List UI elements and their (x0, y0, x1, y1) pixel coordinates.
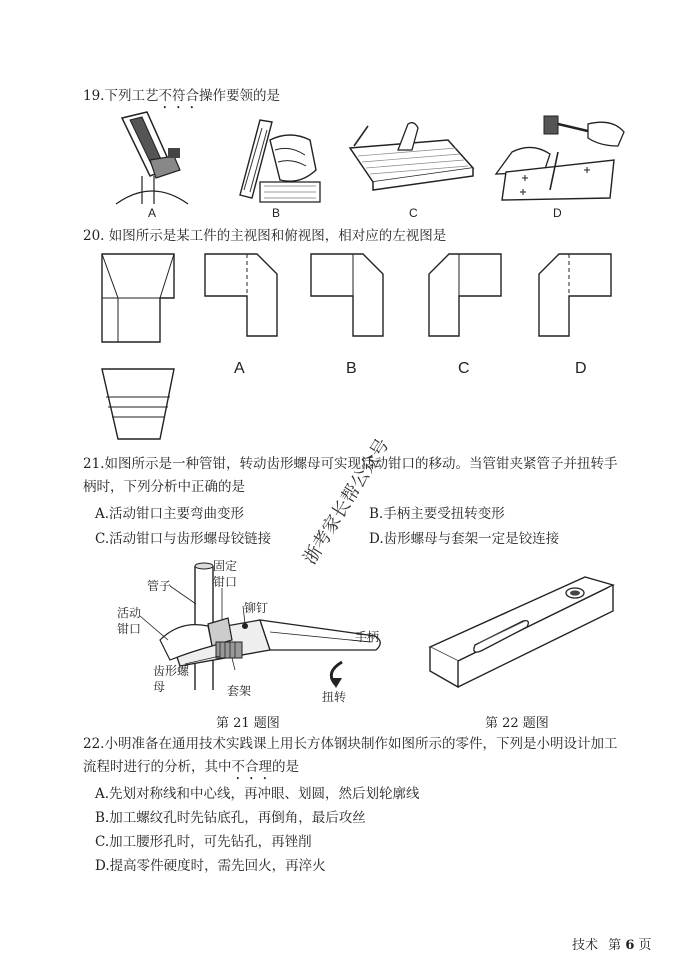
q21-caption: 第 21 题图 (216, 716, 280, 731)
label-toothed-nut-2: 母 (153, 680, 166, 694)
label-fixed-jaw-2: 钳口 (213, 575, 238, 589)
q20-top-view (100, 367, 176, 443)
q21-stem-line2: 柄时，下列分析中正确的是 (83, 479, 245, 495)
q20-option-c: C (458, 360, 470, 377)
q22-option-c: C.加工腰形孔时，可先钻孔，再锉削 (95, 834, 312, 850)
label-toothed-nut-1: 齿形螺 (153, 664, 190, 678)
q19-option-d: D (553, 206, 562, 220)
q21-stem-line1: 21.如图所示是一种管钳，转动齿形螺母可实现活动钳口的移动。当管钳夹紧管子并扭转手 (83, 456, 618, 472)
q21-option-a: A.活动钳口主要弯曲变形 (95, 506, 245, 522)
q20-option-c-view (427, 252, 503, 338)
q20-option-b-view (309, 252, 385, 338)
q22-option-b: B.加工螺纹孔时先钻底孔，再倒角，最后攻丝 (95, 810, 366, 826)
label-pipe: 管子 (147, 579, 172, 593)
q20-option-d: D (575, 360, 587, 377)
q22-part-figure (425, 565, 620, 700)
footer-page-pre: 第 (608, 938, 622, 953)
page-footer (572, 934, 652, 953)
label-rivet: 铆钉 (244, 601, 269, 615)
q22-text-pre: 流程时进行的分析，其中 (83, 759, 232, 775)
q22-stem-line1: 22.小明准备在通用技术实践课上用长方体钢块制作如图所示的零件，下列是小明设计加工 (83, 736, 618, 752)
footer-subject: 技术 (572, 938, 599, 953)
watermark: 浙考家长帮公众号 (299, 435, 394, 569)
footer-page-number: 6 (625, 938, 635, 953)
label-frame: 套架 (227, 684, 252, 698)
q21-option-d: D.齿形螺母与套架一定是铰连接 (369, 531, 560, 547)
q20-option-a: A (234, 360, 245, 377)
q22-stem-line2 (83, 757, 299, 783)
q20-option-a-view (203, 252, 279, 338)
label-twist: 扭转 (322, 690, 347, 704)
q19-text-emphasis: 不符合 (158, 88, 199, 104)
q22-option-d: D.提高零件硬度时，需先回火，再淬火 (95, 858, 326, 874)
label-movable-jaw-2: 钳口 (117, 622, 142, 636)
q22-text-emphasis: 不合理 (231, 759, 272, 775)
q19-text-post: 操作要领的是 (198, 88, 280, 104)
footer-page-post: 页 (638, 938, 652, 953)
label-handle: 手柄 (355, 630, 380, 644)
q19-figure-b (230, 110, 325, 205)
q19-option-a: A (148, 206, 157, 220)
label-fixed-jaw-1: 固定 (213, 559, 238, 573)
q20-stem: 20. 如图所示是某工件的主视图和俯视图，相对应的左视图是 (83, 228, 447, 244)
q19-figure-d (492, 112, 627, 202)
q20-front-view (100, 252, 176, 344)
q19-option-b: B (272, 206, 281, 220)
q22-text-post: 的是 (272, 759, 299, 775)
q22-caption: 第 22 题图 (485, 716, 549, 731)
q22-option-a: A.先划对称线和中心线，再冲眼、划圆，然后划轮廓线 (95, 786, 420, 802)
q21-option-b: B.手柄主要受扭转变形 (369, 506, 505, 522)
q19-figure-a (112, 108, 192, 208)
q19-option-c: C (409, 206, 418, 220)
q21-option-c: C.活动钳口与齿形螺母铰链接 (95, 531, 272, 547)
q20-option-b: B (346, 360, 357, 377)
q19-text-pre: 19.下列工艺 (83, 88, 159, 104)
q19-figure-c (348, 120, 478, 195)
q20-option-d-view (537, 252, 613, 338)
label-movable-jaw-1: 活动 (117, 606, 142, 620)
